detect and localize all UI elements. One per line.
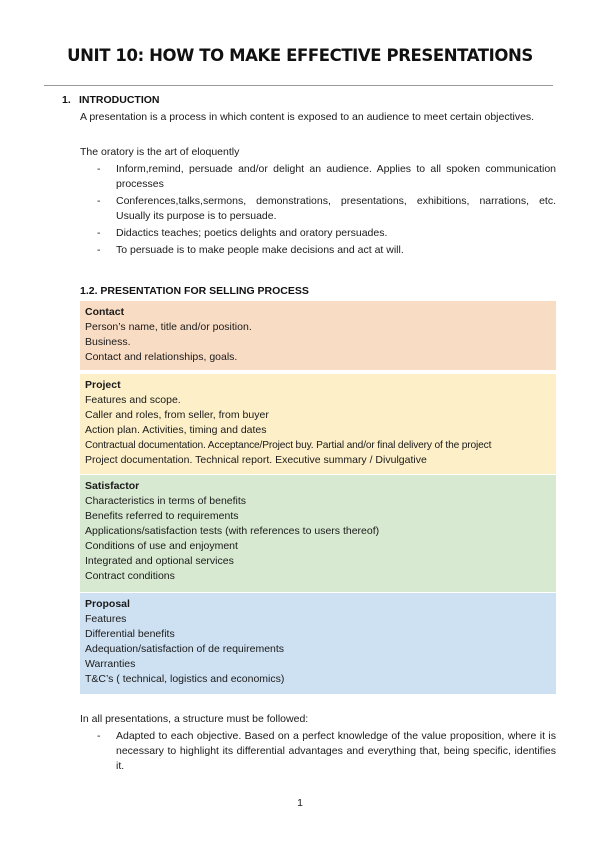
list-item: - To persuade is to make people make decisions and act at will. bbox=[97, 244, 404, 256]
satisfactor-box bbox=[80, 475, 556, 592]
structure-bullet-list bbox=[80, 729, 556, 774]
title-divider bbox=[44, 85, 553, 86]
box-line: Integrated and optional services bbox=[85, 555, 234, 567]
box-line: Characteristics in terms of benefits bbox=[85, 495, 247, 507]
list-item: - Conferences,talks,sermons, demonstrations, presentations, exhibitions, narrations, etc. Usually its purpose is to persuade. bbox=[97, 195, 556, 222]
box-line: Differential benefits bbox=[85, 628, 175, 640]
box-line: Features bbox=[85, 613, 127, 625]
intro-bullet-list bbox=[80, 162, 556, 258]
page-title: UNIT 10: HOW TO MAKE EFFECTIVE PRESENTATIONS bbox=[67, 46, 533, 65]
subsection-heading-selling: 1.2. PRESENTATION FOR SELLING PROCESS bbox=[80, 285, 309, 297]
box-line: Project documentation. Technical report. Executive summary / Divulgative bbox=[85, 454, 427, 466]
section-title: INTRODUCTION bbox=[79, 94, 160, 106]
box-line: Contract conditions bbox=[85, 570, 175, 582]
box-line: Benefits referred to requirements bbox=[85, 510, 239, 522]
box-title: Proposal bbox=[85, 598, 130, 610]
structure-paragraph: In all presentations, a structure must be followed: bbox=[80, 713, 309, 725]
box-line: Action plan. Activities, timing and dates bbox=[85, 424, 267, 436]
list-item: - Inform,remind, persuade and/or delight an audience. Applies to all spoken communication processes bbox=[97, 163, 556, 190]
box-line: Contractual documentation. Acceptance/Project buy. Partial and/or final delivery of the project bbox=[85, 440, 492, 451]
page-number: 1 bbox=[297, 797, 303, 809]
box-line: Features and scope. bbox=[85, 394, 181, 406]
box-line: T&C’s ( technical, logistics and economics) bbox=[85, 673, 285, 685]
contact-box bbox=[80, 301, 556, 370]
box-line: Contact and relationships, goals. bbox=[85, 351, 238, 363]
box-line: Conditions of use and enjoyment bbox=[85, 540, 238, 552]
list-item: - Adapted to each objective. Based on a perfect knowledge of the value proposition, where it is necessary to highlight its differential advantages and everything that, being specific, identifies it. bbox=[97, 730, 556, 772]
list-item: - Didactics teaches; poetics delights and oratory persuades. bbox=[97, 227, 388, 239]
oratory-paragraph: The oratory is the art of eloquently bbox=[80, 146, 240, 158]
box-line: Person’s name, title and/or position. bbox=[85, 321, 252, 333]
box-title: Project bbox=[85, 379, 121, 391]
section-heading-introduction bbox=[62, 94, 160, 106]
box-line: Caller and roles, from seller, from buyer bbox=[85, 409, 269, 421]
intro-paragraph: A presentation is a process in which content is exposed to an audience to meet certain objectives. bbox=[80, 111, 535, 123]
box-line: Applications/satisfaction tests (with references to users thereof) bbox=[85, 525, 380, 537]
box-line: Business. bbox=[85, 336, 131, 348]
section-number: 1. bbox=[62, 94, 71, 106]
box-title: Satisfactor bbox=[85, 480, 140, 492]
proposal-box bbox=[80, 593, 556, 694]
box-title: Contact bbox=[85, 306, 125, 318]
box-line: Warranties bbox=[85, 658, 136, 670]
project-box bbox=[80, 374, 556, 474]
box-line: Adequation/satisfaction of de requirements bbox=[85, 643, 285, 655]
